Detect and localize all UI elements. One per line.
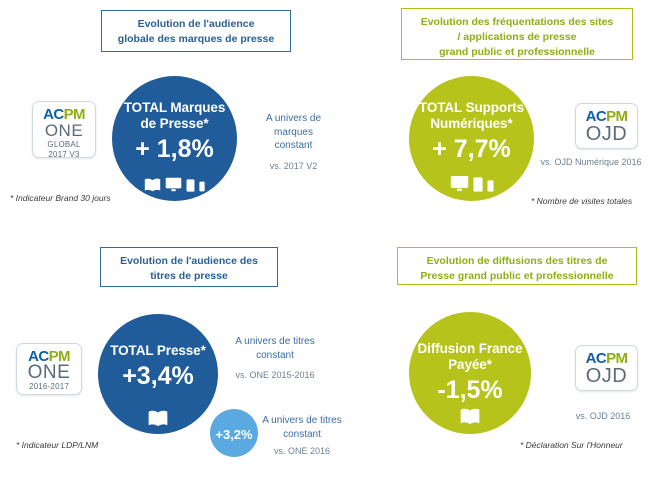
logo-acpm-ojd (575, 345, 638, 391)
footnote-indicateur-brand: * Indicateur Brand 30 jours (10, 193, 111, 203)
circle-value: + 7,7% (432, 135, 511, 163)
logo-acpm-one-global (32, 101, 96, 158)
caption-subtext: vs. ONE 2015-2016 (235, 370, 315, 380)
caption-text: A univers de titres constant (262, 415, 342, 440)
logo-acpm-text: ACPM (585, 350, 628, 367)
book-icon (144, 178, 161, 192)
caption-text: A univers de marques constant (265, 113, 322, 151)
logo-ojd-text: OJD (585, 365, 628, 387)
panel-audience-titres (0, 242, 342, 484)
circle-total-marques-presse (112, 76, 237, 201)
logo-global-text: GLOBAL (47, 140, 81, 149)
logo-acpm-text: ACPM (43, 106, 85, 123)
heading-audience-globale-marques: Evolution de l'audience globale des marques de presse (101, 10, 291, 52)
panel-audience-globale-marques (0, 0, 334, 242)
icon-group (409, 405, 531, 425)
footnote-declaration-honneur: * Déclaration Sur l'Honneur (520, 440, 623, 450)
heading-frequentations-sites: Evolution des fréquentations des sites / applications de presse grand public et professionnelle (401, 8, 633, 60)
caption-text: A univers de titres constant (235, 336, 315, 361)
circle-total-presse (98, 314, 218, 434)
logo-ojd-text: OJD (585, 123, 628, 145)
icon-group (112, 172, 237, 192)
circle-diffusion-france-payee (409, 312, 531, 434)
logo-one-text: ONE (27, 362, 71, 383)
circle-title: TOTAL Supports Numériques* (418, 100, 525, 131)
logo-acpm-text: ACPM (28, 348, 70, 365)
circle-value: +3,2% (215, 427, 253, 442)
monitor-icon (165, 177, 182, 192)
caption-subtext: vs. OJD Numérique 2016 (540, 157, 642, 167)
caption-univers-titres (225, 335, 325, 383)
circle-value: -1,5% (437, 376, 503, 404)
logo-acpm-text: ACPM (585, 108, 628, 125)
circle-title: Diffusion France Payée* (417, 341, 523, 372)
heading-diffusions-titres: Evolution de diffusions des titres de Presse grand public et professionnelle (397, 247, 637, 285)
circle-total-supports-numeriques (409, 76, 534, 201)
monitor-icon (450, 175, 469, 192)
caption-univers-titres-secondary (262, 414, 342, 459)
logo-one-text: ONE (44, 121, 84, 140)
footnote-indicateur-ldp: * Indicateur LDP/LNM (16, 440, 99, 450)
circle-title: TOTAL Presse* (110, 343, 206, 358)
book-icon (147, 410, 169, 427)
circle-univers-titres-secondary (210, 409, 258, 457)
caption-subtext: vs. OJD 2016 (575, 411, 631, 421)
phone-icon (487, 180, 494, 192)
logo-years-text: 2016-2017 (28, 382, 70, 391)
circle-value: + 1,8% (135, 135, 214, 163)
caption-ojd-2016 (548, 410, 658, 424)
caption-ojd-numerique (531, 156, 651, 170)
caption-univers-marques (246, 112, 341, 173)
heading-audience-titres: Evolution de l'audience des titres de presse (100, 247, 278, 287)
phone-icon (199, 181, 205, 192)
logo-year-text: 2017 V3 (48, 150, 80, 159)
circle-value: +3,4% (122, 362, 194, 390)
caption-subtext: vs. 2017 V2 (269, 160, 318, 171)
logo-acpm-ojd (575, 103, 638, 149)
icon-group (98, 407, 218, 427)
tablet-icon (473, 177, 483, 192)
icon-group (409, 172, 534, 192)
panel-diffusions-titres (335, 242, 669, 484)
book-icon (459, 408, 481, 425)
logo-acpm-one-2016-2017 (16, 343, 82, 395)
footnote-nombre-visites: * Nombre de visites totales (531, 196, 633, 206)
caption-subtext: vs. ONE 2016 (273, 446, 331, 456)
tablet-icon (186, 179, 195, 192)
panel-frequentations-sites (335, 0, 669, 242)
circle-title: TOTAL Marques de Presse* (123, 100, 226, 131)
